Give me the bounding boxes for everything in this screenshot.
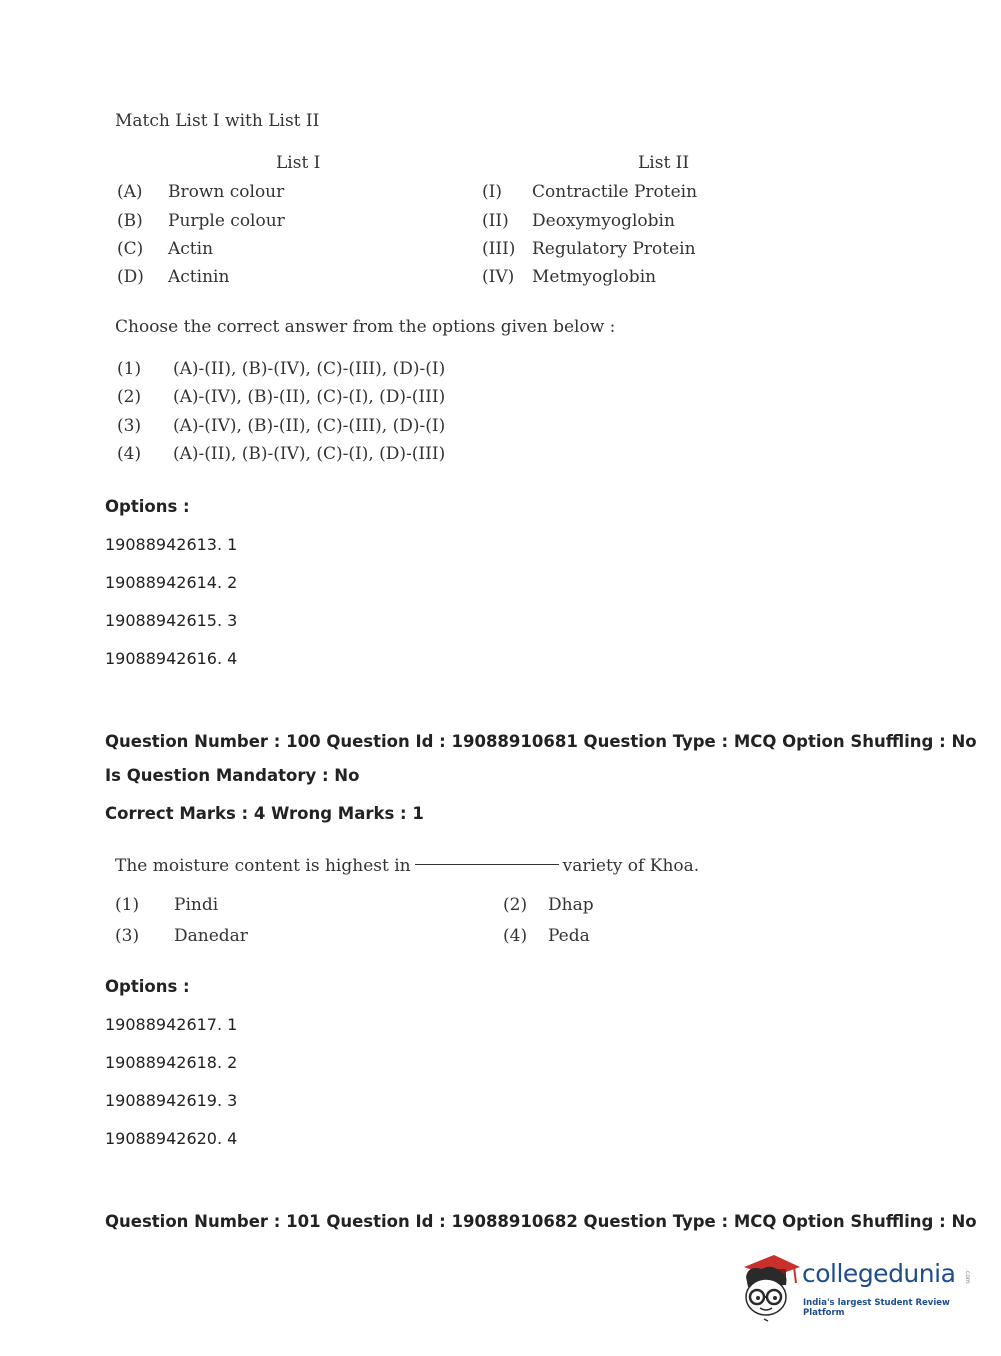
list2-item: Regulatory Protein [532, 239, 696, 259]
answer-text: (A)-(IV), (B)-(II), (C)-(I), (D)-(III) [173, 387, 446, 407]
question-mandatory: Is Question Mandatory : No [105, 766, 360, 785]
answer-text: Dhap [548, 895, 594, 915]
answer-number: (3) [115, 926, 140, 946]
answer-number: (1) [117, 359, 142, 379]
list2-item: Metmyoglobin [532, 267, 657, 287]
answer-number: (4) [503, 926, 528, 946]
list1-label: (A) [117, 182, 143, 202]
list1-item: Brown colour [168, 182, 285, 202]
question-header: Question Number : 101 Question Id : 19088910682 Question Type : MCQ Option Shuffling : No [105, 1212, 977, 1231]
option-item: 19088942620. 4 [105, 1129, 238, 1148]
answer-text: Danedar [174, 926, 248, 946]
answer-text: (A)-(IV), (B)-(II), (C)-(III), (D)-(I) [173, 416, 446, 436]
list1-label: (C) [117, 239, 144, 259]
answer-number: (3) [117, 416, 142, 436]
answer-text: (A)-(II), (B)-(IV), (C)-(III), (D)-(I) [173, 359, 446, 379]
answer-number: (2) [503, 895, 528, 915]
option-item: 19088942613. 1 [105, 535, 238, 554]
logo-tagline: India's largest Student Review Platform [803, 1298, 950, 1318]
collegedunia-logo [738, 1245, 978, 1325]
list2-label: (IV) [482, 267, 515, 287]
question-marks: Correct Marks : 4 Wrong Marks : 1 [105, 804, 424, 823]
list2-label: (II) [482, 211, 509, 231]
option-item: 19088942619. 3 [105, 1091, 238, 1110]
option-item: 19088942616. 4 [105, 649, 238, 668]
list1-label: (B) [117, 211, 143, 231]
options-label: Options : [105, 497, 190, 516]
answer-number: (1) [115, 895, 140, 915]
list1-item: Actinin [168, 267, 230, 287]
list2-header: List II [638, 153, 690, 173]
option-item: 19088942617. 1 [105, 1015, 238, 1034]
answer-text: Pindi [174, 895, 219, 915]
match-instruction: Match List I with List II [115, 111, 320, 131]
answer-text: (A)-(II), (B)-(IV), (C)-(I), (D)-(III) [173, 444, 446, 464]
list1-label: (D) [117, 267, 144, 287]
question-text-after: variety of Khoa. [562, 856, 700, 876]
question-text [115, 856, 699, 876]
answer-number: (4) [117, 444, 142, 464]
choose-instruction: Choose the correct answer from the options given below : [115, 317, 616, 337]
option-item: 19088942615. 3 [105, 611, 238, 630]
list2-item: Deoxymyoglobin [532, 211, 675, 231]
list2-label: (I) [482, 182, 502, 202]
list1-item: Actin [168, 239, 214, 259]
fill-blank [415, 864, 559, 865]
answer-text: Peda [548, 926, 590, 946]
option-item: 19088942614. 2 [105, 573, 238, 592]
mascot-icon [738, 1245, 802, 1325]
list1-header: List I [276, 153, 321, 173]
list2-item: Contractile Protein [532, 182, 698, 202]
list1-item: Purple colour [168, 211, 285, 231]
logo-com: .com [964, 1269, 971, 1284]
option-item: 19088942618. 2 [105, 1053, 238, 1072]
logo-wordmark: collegedunia [802, 1259, 956, 1288]
question-text-before: The moisture content is highest in [115, 856, 411, 876]
answer-number: (2) [117, 387, 142, 407]
list2-label: (III) [482, 239, 516, 259]
options-label: Options : [105, 977, 190, 996]
question-header: Question Number : 100 Question Id : 19088910681 Question Type : MCQ Option Shuffling : No [105, 732, 977, 751]
